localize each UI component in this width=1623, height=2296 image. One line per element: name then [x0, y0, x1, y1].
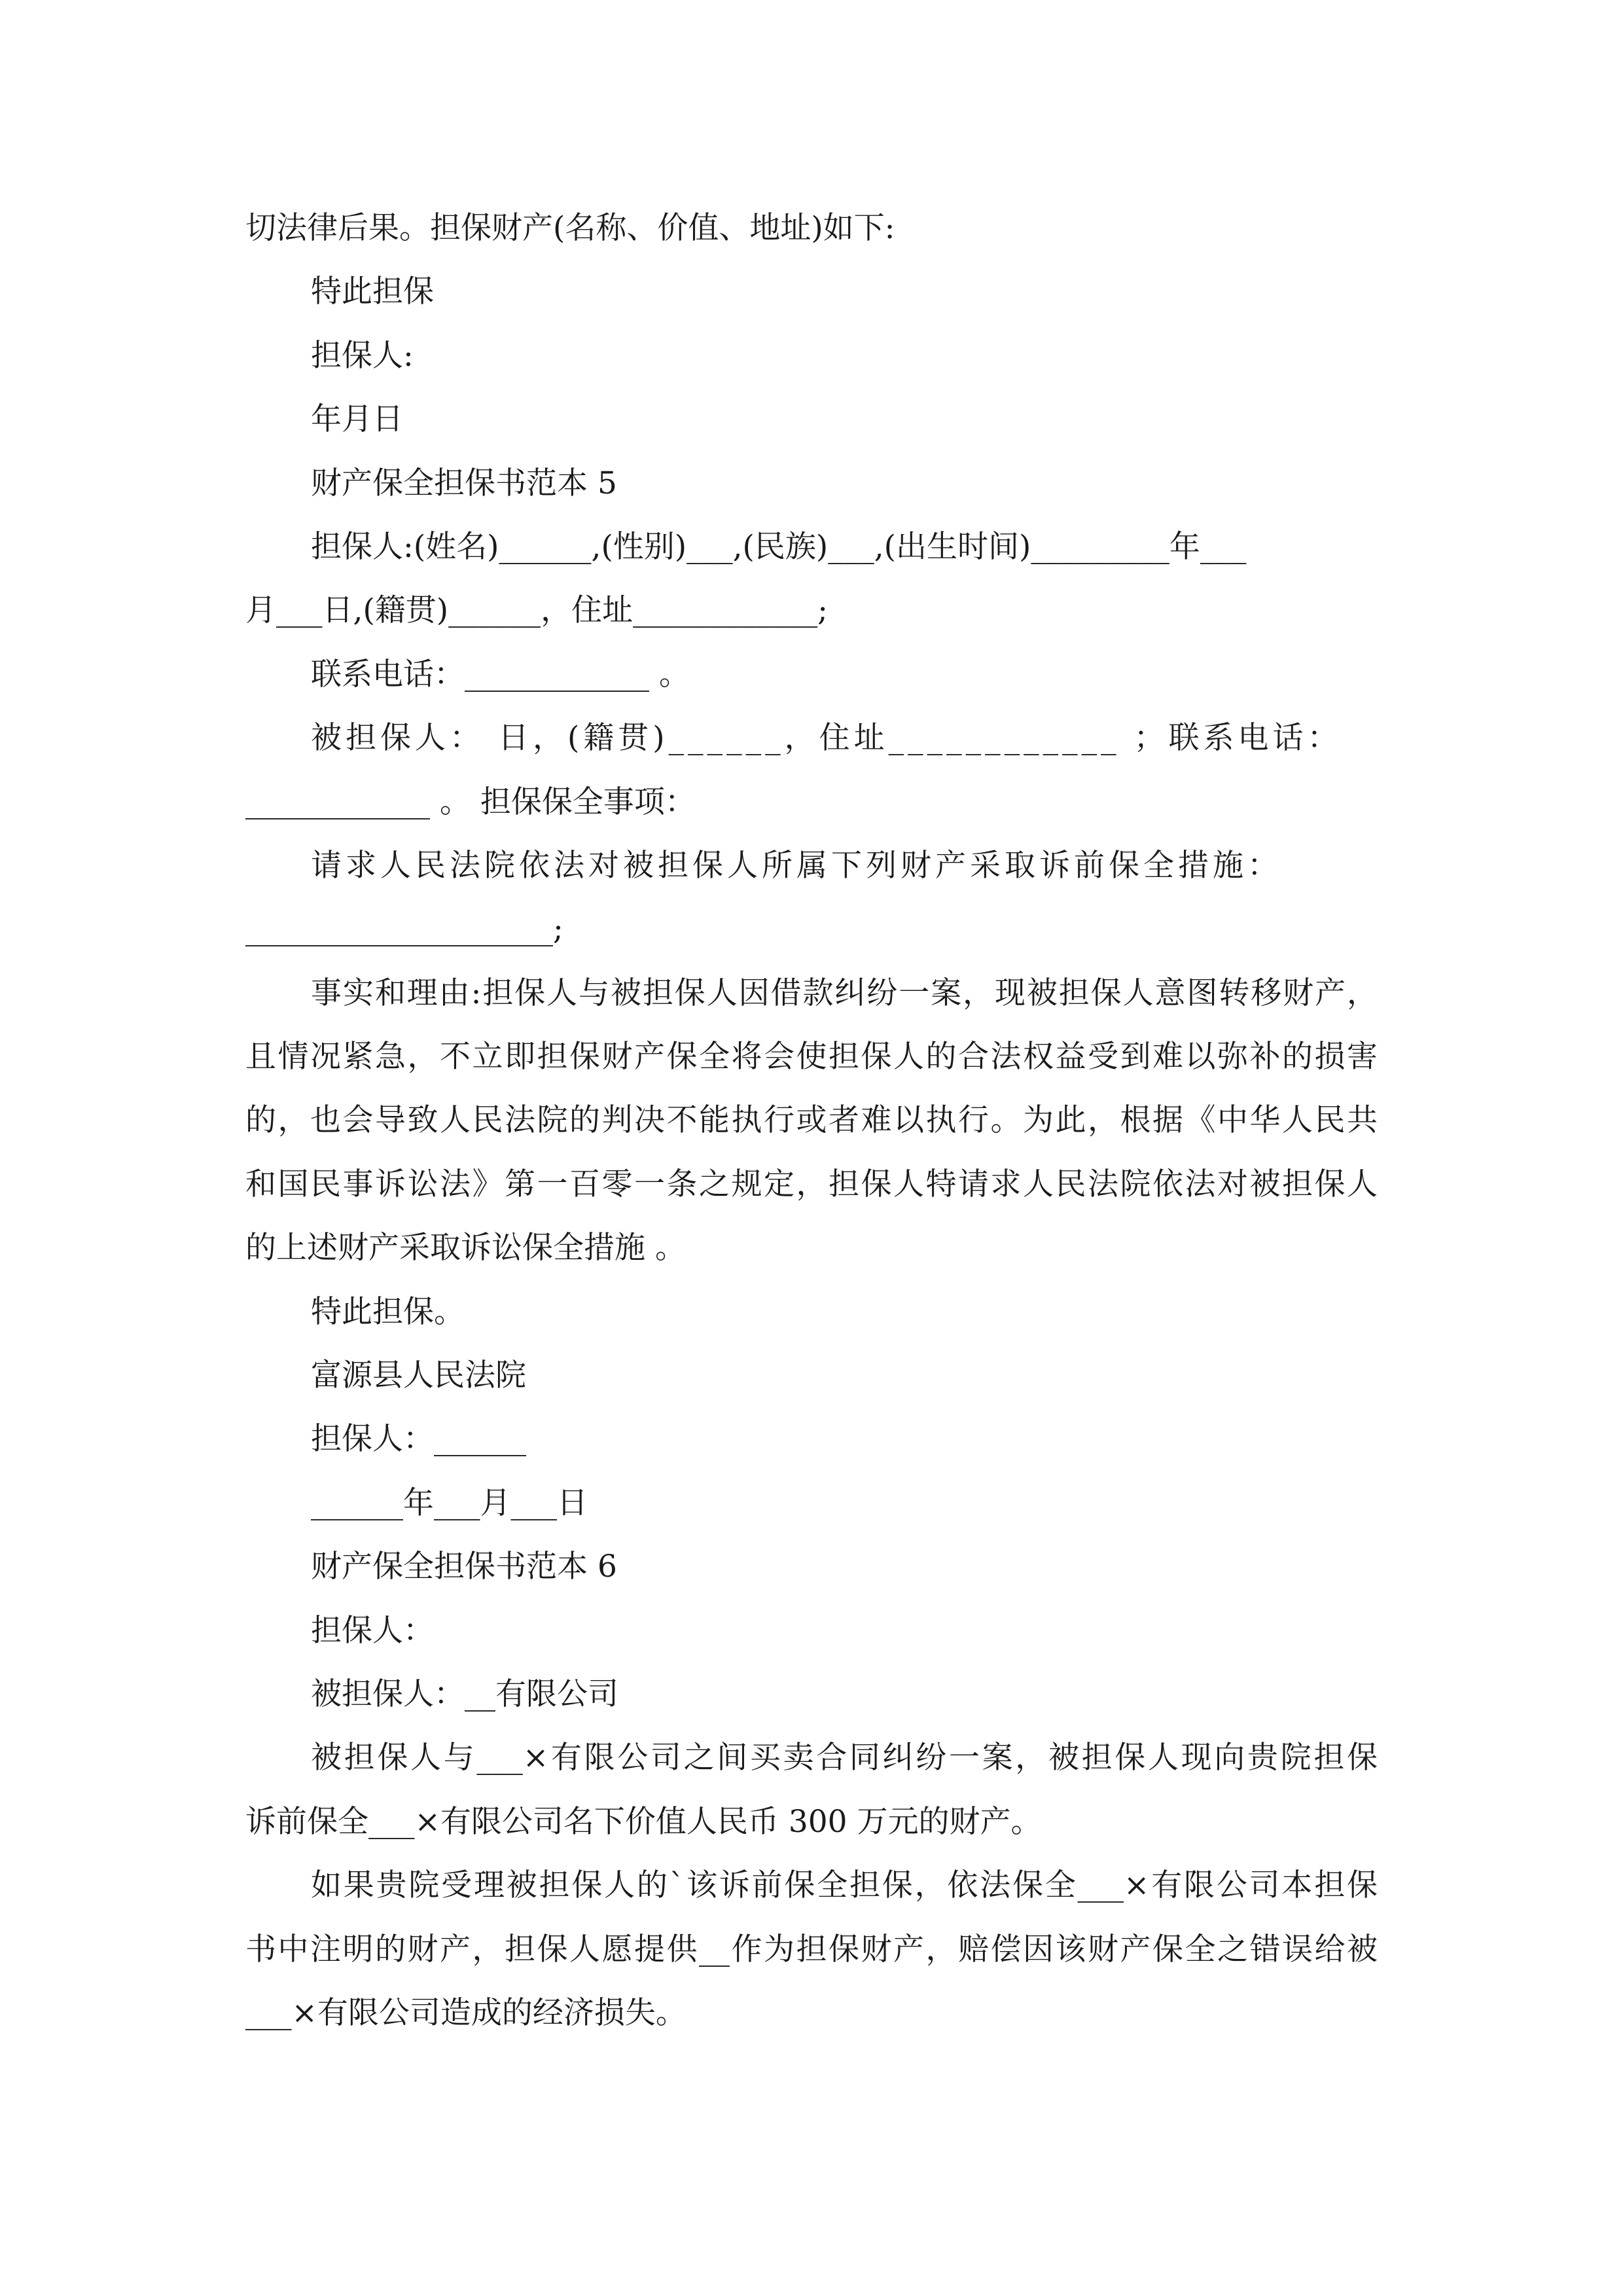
paragraph-line-13: 事实和理由:担保人与被担保人因借款纠纷一案，现被担保人意图转移财产， [311, 975, 1378, 1011]
paragraph-line-10: ____________ 。 担保保全事项： [245, 783, 696, 820]
paragraph-line-12: ____________________; [245, 911, 563, 948]
paragraph-line-6: 担保人:(姓名)______,(性别)___,(民族)___,(出生时间)_________年___ [311, 528, 1247, 565]
paragraph-line-1: 切法律后果。担保财产(名称、价值、地址)如下: [245, 210, 895, 246]
paragraph-line-26: 诉前保全___×有限公司名下价值人民币 300 万元的财产。 [245, 1803, 1042, 1840]
paragraph-line-29: ___×有限公司造成的经济损失。 [245, 1994, 687, 2031]
paragraph-line-19: 富源县人民法院 [311, 1357, 526, 1394]
paragraph-line-11: 请求人民法院依法对被担保人所属下列财产采取诉前保全措施： [311, 847, 1282, 884]
paragraph-line-20: 担保人：______ [311, 1421, 526, 1458]
paragraph-line-25: 被担保人与___×有限公司之间买卖合同纠纷一案，被担保人现向贵院担保 [311, 1740, 1378, 1776]
paragraph-line-2: 特此担保 [311, 274, 434, 310]
document-page [245, 196, 1378, 2045]
paragraph-line-8: 联系电话：____________ 。 [311, 656, 690, 692]
section-heading-5: 财产保全担保书范本 5 [311, 465, 617, 501]
paragraph-line-23: 担保人： [311, 1612, 434, 1649]
paragraph-line-17: 的上述财产采取诉讼保全措施 。 [245, 1230, 686, 1266]
paragraph-line-28: 书中注明的财产，担保人愿提供__作为担保财产，赔偿因该财产保全之错误给被 [245, 1931, 1378, 1967]
paragraph-line-27: 如果贵院受理被担保人的`该诉前保全担保，依法保全___×有限公司本担保 [311, 1867, 1378, 1904]
paragraph-line-18: 特此担保。 [311, 1293, 465, 1330]
paragraph-line-3: 担保人: [311, 337, 414, 374]
paragraph-line-21: ______年___月___日 [311, 1484, 588, 1521]
section-heading-6: 财产保全担保书范本 6 [311, 1549, 617, 1585]
paragraph-line-16: 和国民事诉讼法》第一百零一条之规定，担保人特请求人民法院依法对被担保人 [245, 1166, 1378, 1202]
paragraph-line-24: 被担保人：__有限公司 [311, 1676, 618, 1712]
paragraph-line-15: 的，也会导致人民法院的判决不能执行或者难以执行。为此，根据《中华人民共 [245, 1102, 1378, 1139]
paragraph-line-9: 被担保人： 日，(籍贯)______，住址____________ ；联系电话： [311, 720, 1342, 757]
paragraph-line-14: 且情况紧急，不立即担保财产保全将会使担保人的合法权益受到难以弥补的损害 [245, 1039, 1378, 1075]
paragraph-line-7: 月___日,(籍贯)______，住址____________; [245, 592, 828, 629]
paragraph-line-4: 年月日 [311, 401, 403, 438]
